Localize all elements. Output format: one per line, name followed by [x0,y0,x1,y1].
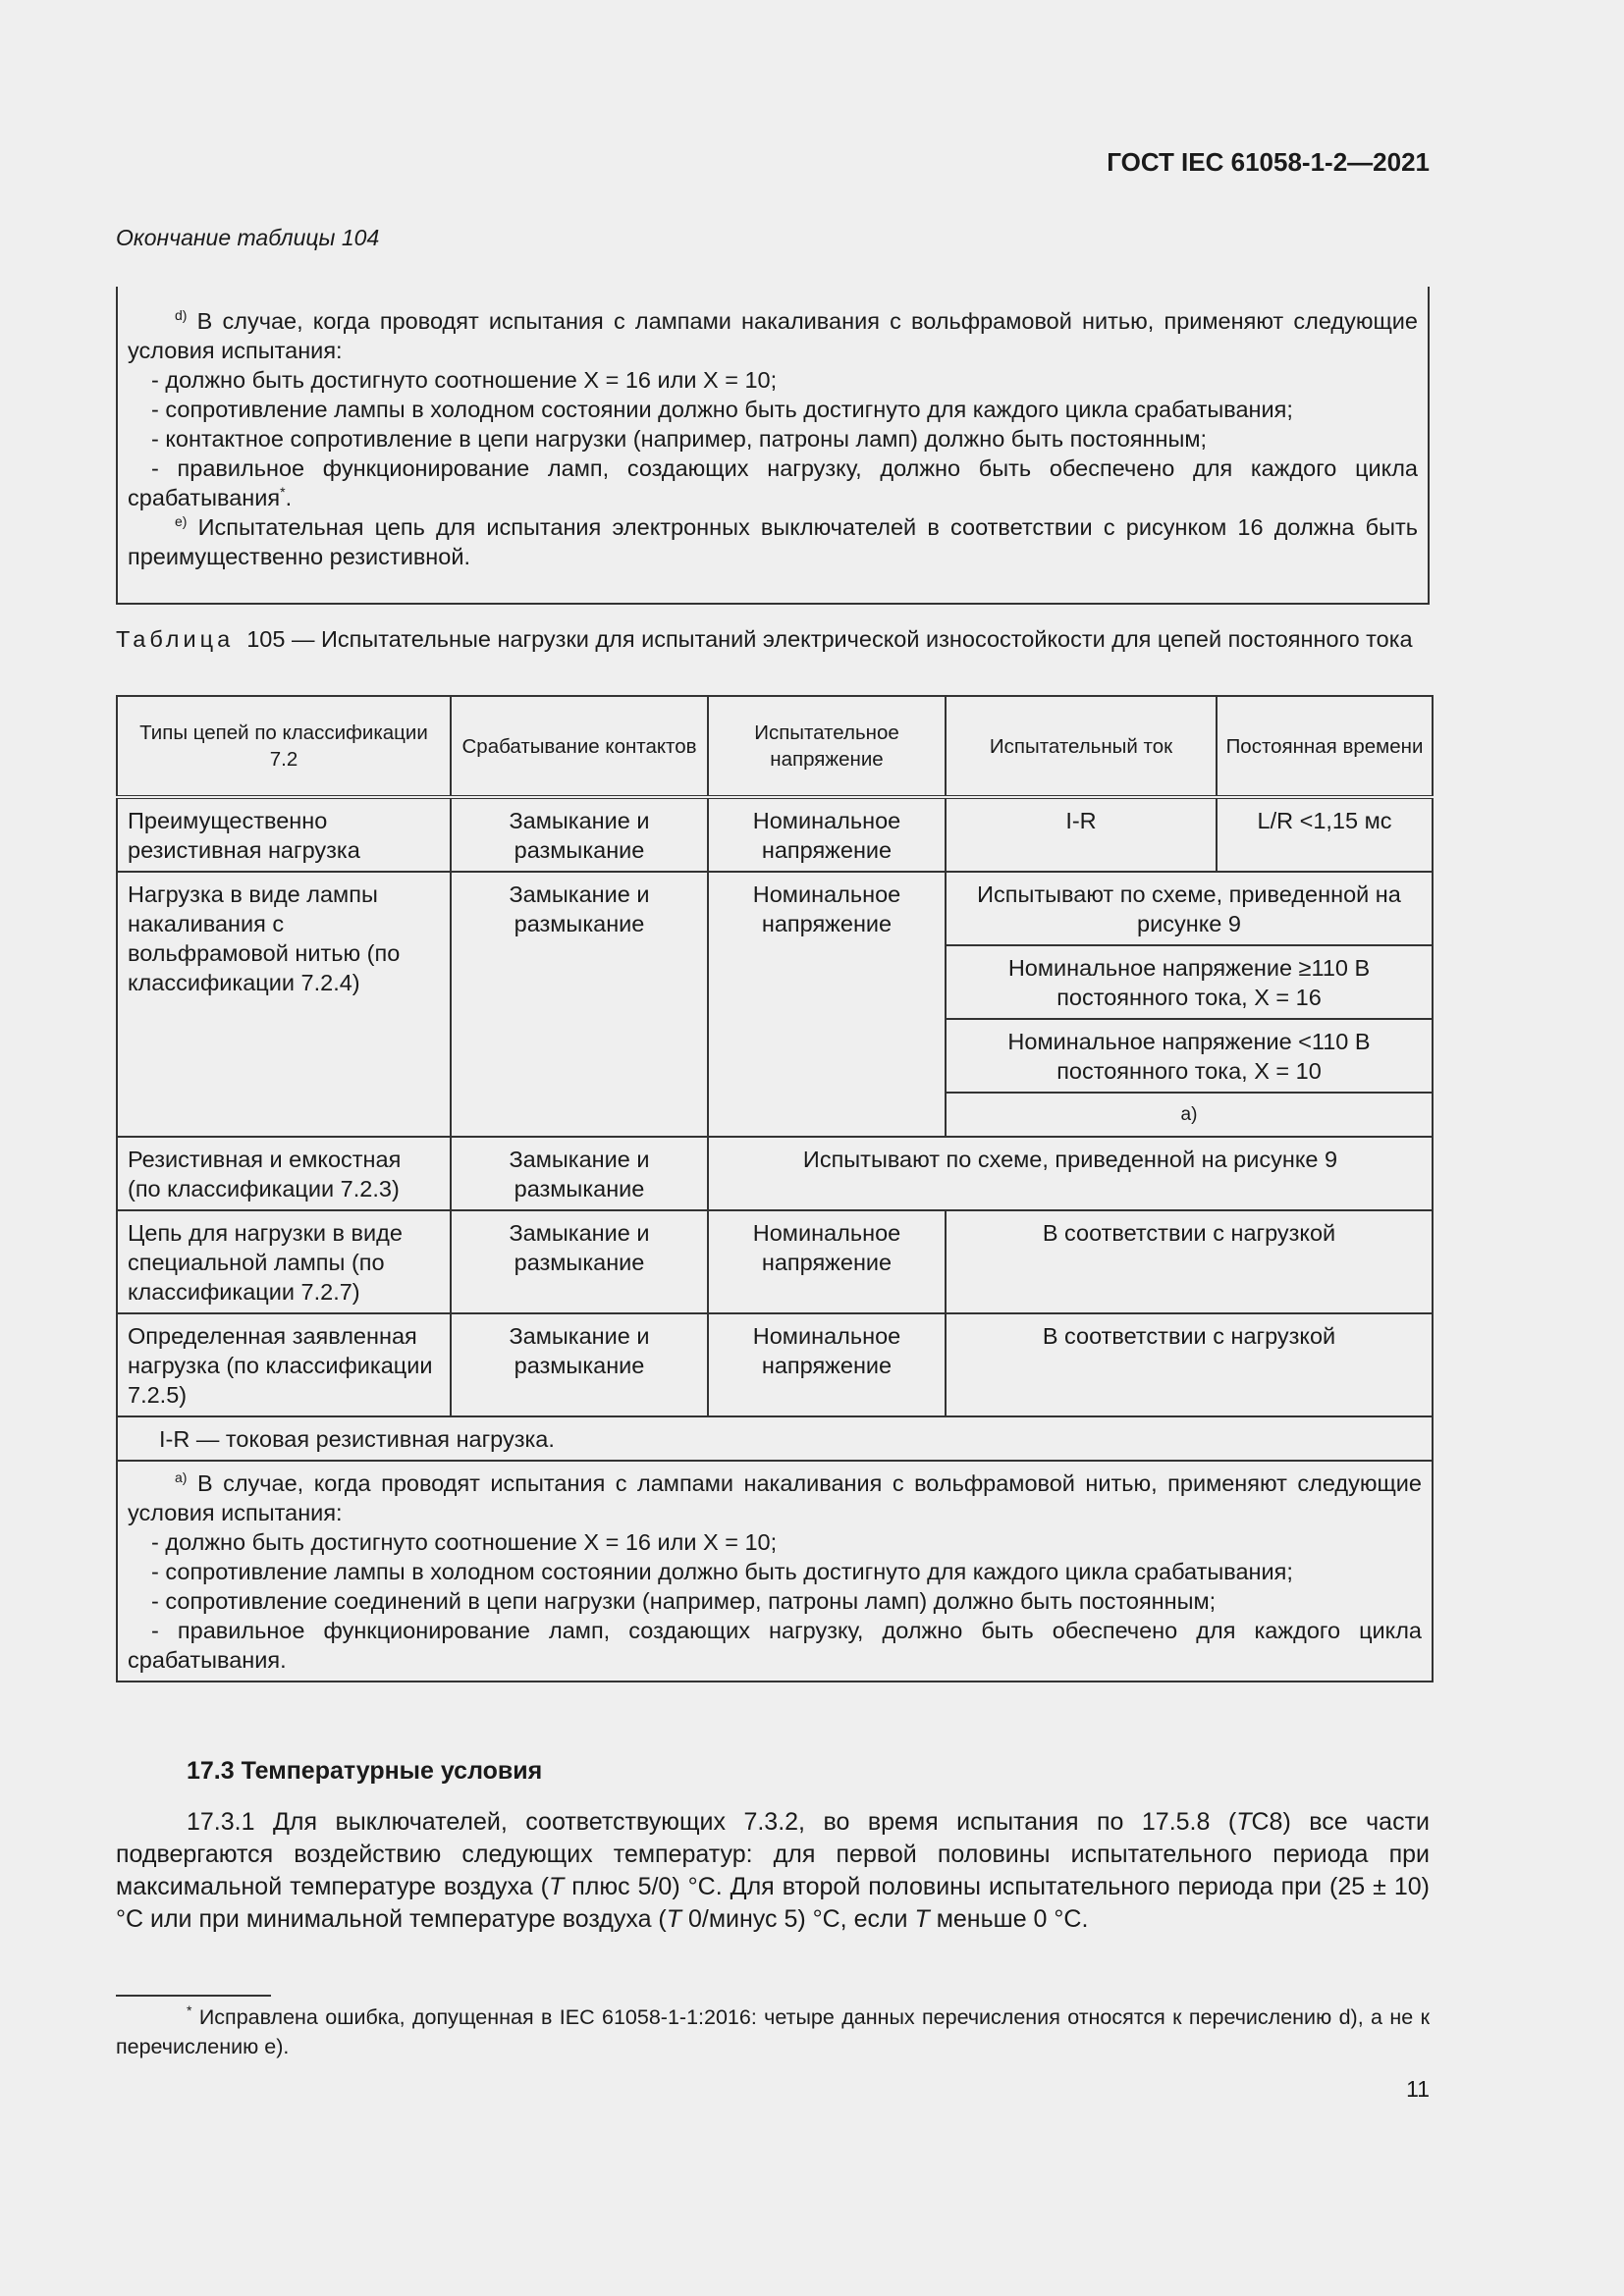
table-note-row [117,1461,1433,1682]
cell-current-sub: Номинальное напряжение ≥110 В постоянного тока, Х = 16 [946,945,1433,1019]
cell-operation: Замыкание и размыкание [451,797,708,872]
table-legend: I-R — токовая резистивная нагрузка. [117,1416,1433,1461]
table-note-a: $^{a)}$ В случае, когда проводят испытания с лампами накаливания с вольфрамовой нитью, применяют следующие условия испытания: - должно быть достигнуто соотношение Х = 16 или Х = 10; - сопротивление лампы в холодном состоянии должно быть достигнуто для каждого цикла срабатывания; - сопротивление соединений в цепи нагрузки (например, патроны ламп) должно быть постоянным; - правильное функционирование ламп, создающих нагрузку, должно быть обеспечено для каждого цикла срабатывания. [117,1461,1433,1682]
table-row [117,872,1433,945]
cell-merged: В соответствии с нагрузкой [946,1313,1433,1416]
note-d-item: - правильное функционирование ламп, создающих нагрузку, должно быть обеспечено для каждого цикла срабатывания*. [128,455,1418,510]
cell-operation: Замыкание и размыкание [451,872,708,1137]
note-d-intro: $^{d)}$ В случае, когда проводят испытания с лампами накаливания с вольфрамовой нитью, применяют следующие условия испытания: [128,307,1419,363]
cell-current-sub: Испытывают по схеме, приведенной на рисунке 9 [946,872,1433,945]
cell-current: I-R [946,797,1217,872]
note-a-item: - сопротивление соединений в цепи нагрузки (например, патроны ламп) должно быть постоянным; [151,1588,1217,1614]
cell-voltage: Номинальное напряжение [708,1313,946,1416]
cell-type: Резистивная и емкостная (по классификации 7.2.3) [117,1137,451,1210]
cell-operation: Замыкание и размыкание [451,1137,708,1210]
cell-current-sub: a) [946,1093,1433,1137]
cell-current-sub: Номинальное напряжение <110 В постоянного тока, Х = 10 [946,1019,1433,1093]
page-number: 11 [1406,2076,1430,2102]
table104-notes [116,287,1430,605]
table-continuation-label: Окончание таблицы 104 [116,225,380,250]
note-d-item: - контактное сопротивление в цепи нагрузки (например, патроны ламп) должно быть постоянным; [151,426,1208,452]
cell-time-constant: L/R <1,15 мс [1217,797,1433,872]
note-a-item: - сопротивление лампы в холодном состоянии должно быть достигнуто для каждого цикла срабатывания; [151,1559,1293,1584]
note-d-item: - должно быть достигнуто соотношение Х = 16 или Х = 10; [151,367,778,393]
table-row [117,1210,1433,1313]
footnote: * Исправлена ошибка, допущенная в IEC 61058-1-1:2016: четыре данных перечисления относятся к перечислению d), а не к перечислению e). [116,2002,1430,2058]
cell-voltage: Номинальное напряжение [708,1210,946,1313]
col-header: Срабатывание контактов [451,696,708,797]
col-header: Испытательное напряжение [708,696,946,797]
cell-voltage: Номинальное напряжение [708,797,946,872]
cell-merged: Испытывают по схеме, приведенной на рисунке 9 [708,1137,1433,1210]
col-header: Испытательный ток [946,696,1217,797]
table105-caption: Таблица 105 — Испытательные нагрузки для испытаний электрической износостойкости для цепей постоянного тока [116,626,1413,652]
cell-merged: В соответствии с нагрузкой [946,1210,1433,1313]
note-e: $^{e)}$ Испытательная цепь для испытания электронных выключателей в соответствии с рисунком 16 должна быть преимущественно резистивной. [128,513,1418,569]
col-header: Постоянная времени [1217,696,1433,797]
cell-type: Определенная заявленная нагрузка (по классификации 7.2.5) [117,1313,451,1416]
cell-type: Нагрузка в виде лампы накаливания с вольфрамовой нитью (по классификации 7.2.4) [117,872,451,1137]
note-a-item: - должно быть достигнуто соотношение Х = 16 или Х = 10; [151,1529,778,1555]
table-row [117,797,1433,872]
table-header-row [117,696,1433,797]
section-title: 17.3 Температурные условия [187,1757,543,1785]
cell-type: Цепь для нагрузки в виде специальной лампы (по классификации 7.2.7) [117,1210,451,1313]
footnote-divider [116,1995,271,1997]
standard-code: ГОСТ IEC 61058-1-2—2021 [1107,147,1430,177]
cell-voltage: Номинальное напряжение [708,872,946,1137]
table-row [117,1137,1433,1210]
table-row [117,1313,1433,1416]
cell-type: Преимущественно резистивная нагрузка [117,797,451,872]
table-legend-row [117,1416,1433,1461]
cell-operation: Замыкание и размыкание [451,1313,708,1416]
table105 [116,695,1434,1682]
note-a-item: - правильное функционирование ламп, создающих нагрузку, должно быть обеспечено для каждого цикла срабатывания. [128,1618,1422,1673]
section-body [116,1806,1430,1936]
note-d-item: - сопротивление лампы в холодном состоянии должно быть достигнуто для каждого цикла срабатывания; [151,397,1293,422]
section-paragraph: 17.3.1 Для выключателей, соответствующих 7.3.2, во время испытания по 17.5.8 (TC8) все части подвергаются воздействию следующих температур: для первой половины испытательного периода при максимальной температуре воздуха (T плюс 5/0) °C. Для второй половины испытательного периода при (25 ± 10) °C или при минимальной температуре воздуха (T 0/минус 5) °C, если T меньше 0 °C. [116,1808,1431,1933]
col-header: Типы цепей по классификации 7.2 [117,696,451,797]
cell-operation: Замыкание и размыкание [451,1210,708,1313]
